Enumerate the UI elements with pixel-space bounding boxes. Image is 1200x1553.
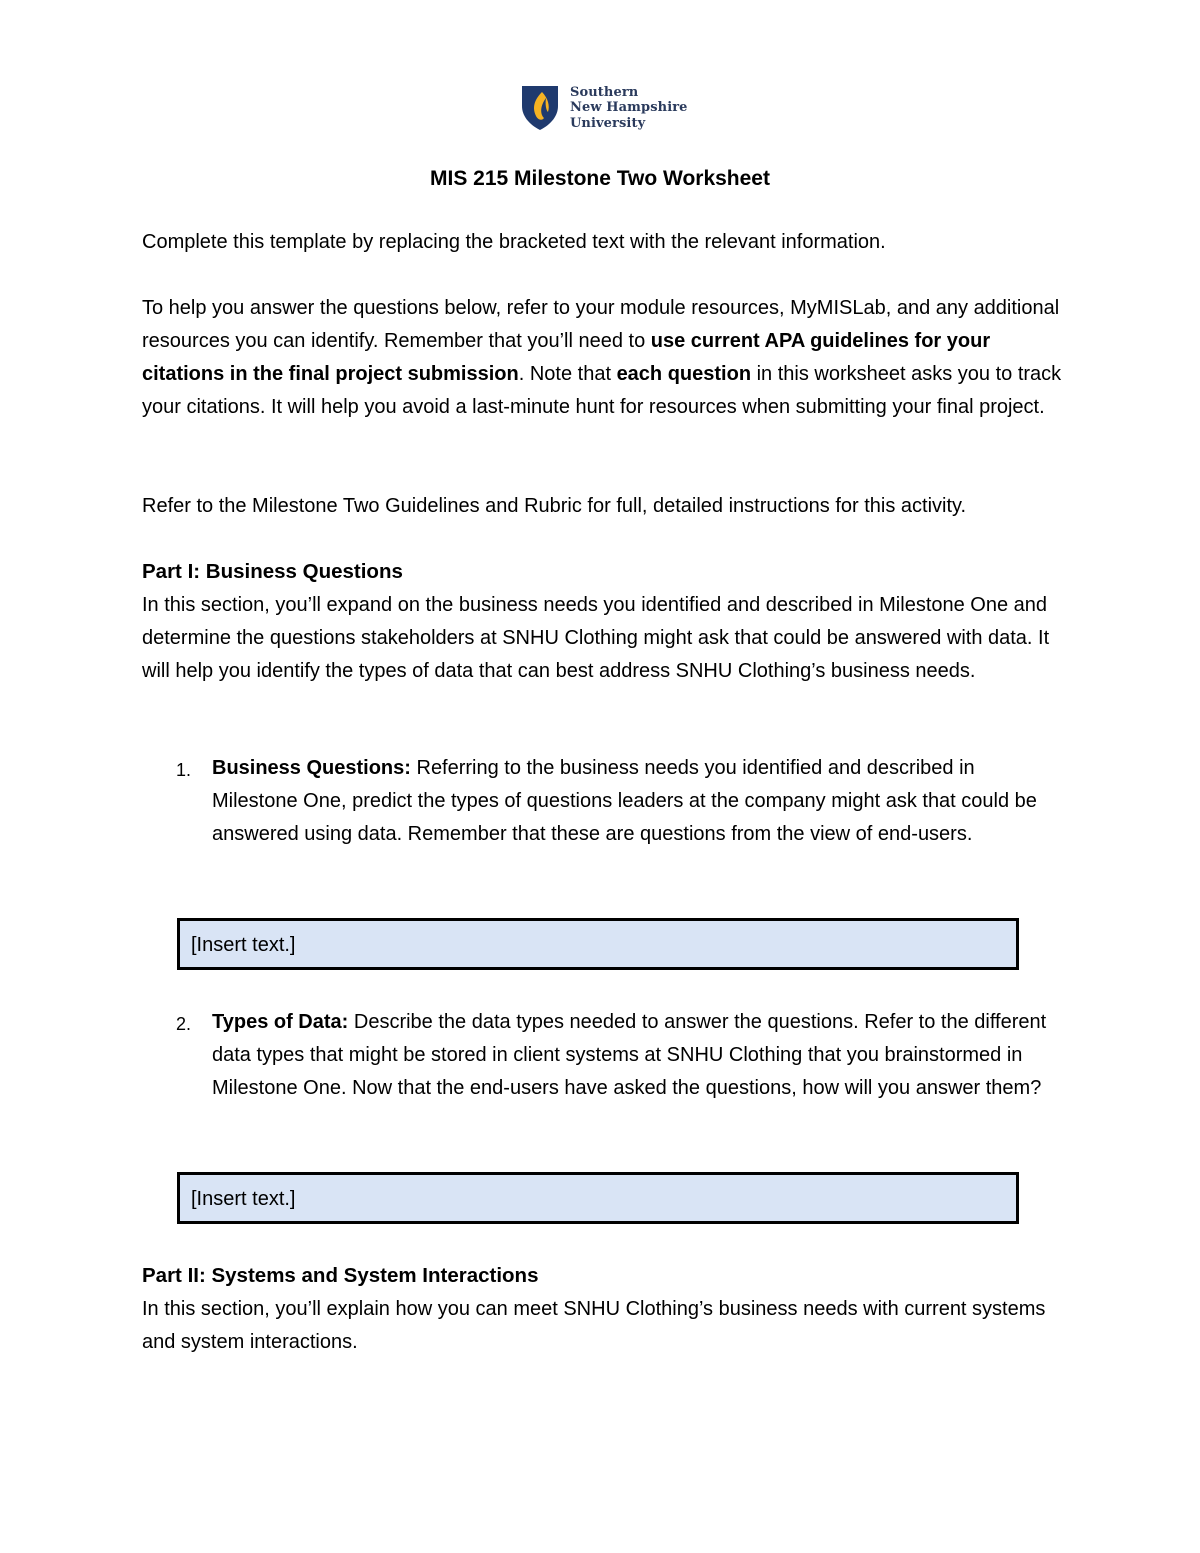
question-1-label: Business Questions: xyxy=(212,757,411,779)
part-1-heading: Part I: Business Questions xyxy=(142,560,403,583)
question-2-text: Describe the data types needed to answer the questions. Refer to the different data types that might be stored in client systems at SNHU Clothing that you brainstormed in Milestone One. Now that the end-users have asked the questions, how will you answer them? xyxy=(212,1011,1047,1099)
resources-text-3: in this worksheet asks you to track your citations. It will help you avoid a last-minute hunt for resources when submitting your final project. xyxy=(142,363,1062,418)
logo-line-2: New Hampshire xyxy=(570,100,688,116)
resources-paragraph xyxy=(142,292,1062,424)
answer-box-1-placeholder[interactable]: [Insert text.] xyxy=(191,934,296,956)
answer-box-2-placeholder[interactable]: [Insert text.] xyxy=(191,1188,296,1210)
question-1-number: 1. xyxy=(176,760,192,780)
question-2 xyxy=(212,1006,1062,1105)
part-2-description: In this section, you’ll explain how you can meet SNHU Clothing’s business needs with current systems and system interactions. xyxy=(142,1298,1046,1353)
question-2-number: 2. xyxy=(176,1014,192,1034)
snhu-logo xyxy=(520,84,688,132)
intro-paragraph: Complete this template by replacing the bracketed text with the relevant information. xyxy=(142,231,886,253)
resources-text-2: . Note that xyxy=(518,363,617,385)
part-2-heading: Part II: Systems and System Interactions xyxy=(142,1264,539,1287)
guidelines-paragraph: Refer to the Milestone Two Guidelines and Rubric for full, detailed instructions for this activity. xyxy=(142,495,967,517)
shield-logo-icon xyxy=(520,84,560,132)
part-1-description: In this section, you’ll expand on the business needs you identified and described in Milestone One and determine the questions stakeholders at SNHU Clothing might ask that could be answered with data. It will help you identify the types of data that can best address SNHU Clothing’s business needs. xyxy=(142,594,1050,682)
logo-line-3: University xyxy=(570,115,646,131)
question-2-label: Types of Data: xyxy=(212,1011,349,1033)
page-title: MIS 215 Milestone Two Worksheet xyxy=(430,167,770,190)
question-1-text: Referring to the business needs you identified and described in Milestone One, predict the types of questions leaders at the company might ask that could be answered using data. Remember that these are questions from the view of end-users. xyxy=(212,757,1037,845)
question-1 xyxy=(212,752,1062,851)
answer-box-2[interactable] xyxy=(177,1172,1019,1224)
answer-box-1[interactable] xyxy=(177,918,1019,970)
apa-emphasis: use current APA guidelines for your citations in the final project submission xyxy=(142,330,991,385)
logo-wordmark xyxy=(570,85,688,132)
resources-text-1: To help you answer the questions below, refer to your module resources, MyMISLab, and any additional resources you can identify. Remember that you’ll need to xyxy=(142,297,1060,352)
each-question-emphasis: each question xyxy=(616,363,752,385)
logo-line-1: Southern xyxy=(570,84,639,100)
